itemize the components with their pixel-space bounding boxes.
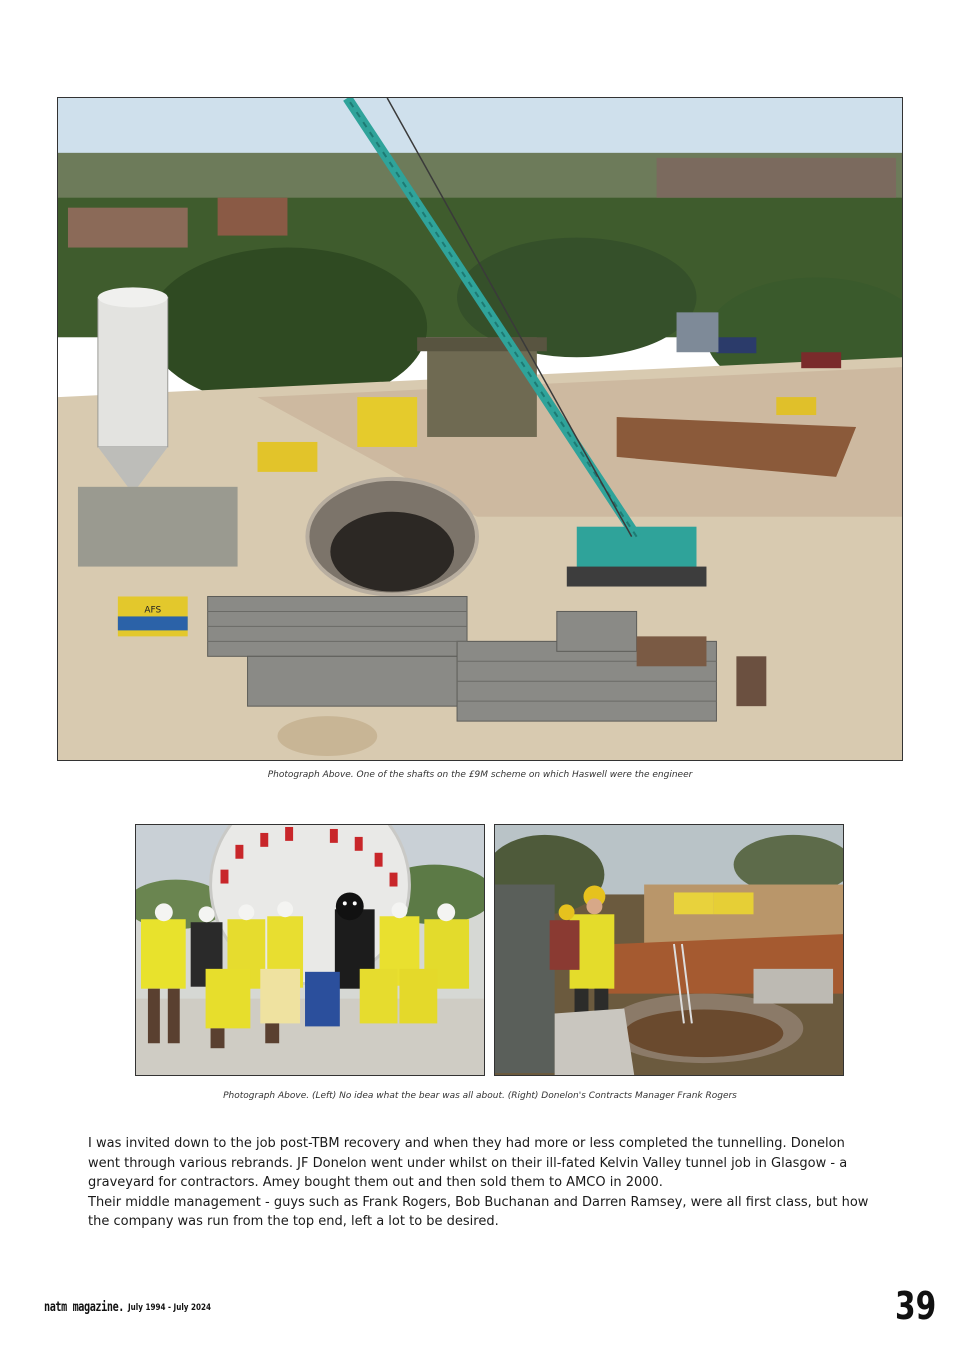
issue-dates: July 1994 - July 2024 [128,1303,212,1313]
article-body [88,1134,878,1232]
compressor-signage: AFS [144,605,162,616]
article-paragraph: I was invited down to the job post-TBM recovery and when they had more or less completed the tunnelling. Donelon went through various rebrands. JF Donelon went under whilst on their ill-fated Kelvin Valley tunnel job in Glasgow - a graveyard for contractors. Amey bought them out and then sold them to AMCO in 2000. [88,1136,848,1190]
manager-at-shaft-illustration [495,825,843,1075]
magazine-brand: natm magazine. [44,1300,125,1315]
main-photograph [57,97,903,761]
main-photo-caption: Photograph Above. One of the shafts on the £9M scheme on which Haswell were the engineer [267,770,693,780]
article-paragraph: Their middle management - guys such as Frank Rogers, Bob Buchanan and Darren Ramsey, were all first class, but how the company was run from the top end, left a lot to be desired. [88,1194,869,1229]
pair-photos-caption: Photograph Above. (Left) No idea what the bear was all about. (Right) Donelon's Contracts Manager Frank Rogers [223,1091,737,1101]
shaft-site-illustration [58,98,902,760]
page-number: 39 [895,1284,937,1328]
contracts-manager-photograph [494,824,844,1076]
group-with-bear-illustration [136,825,484,1075]
group-photograph [135,824,485,1076]
